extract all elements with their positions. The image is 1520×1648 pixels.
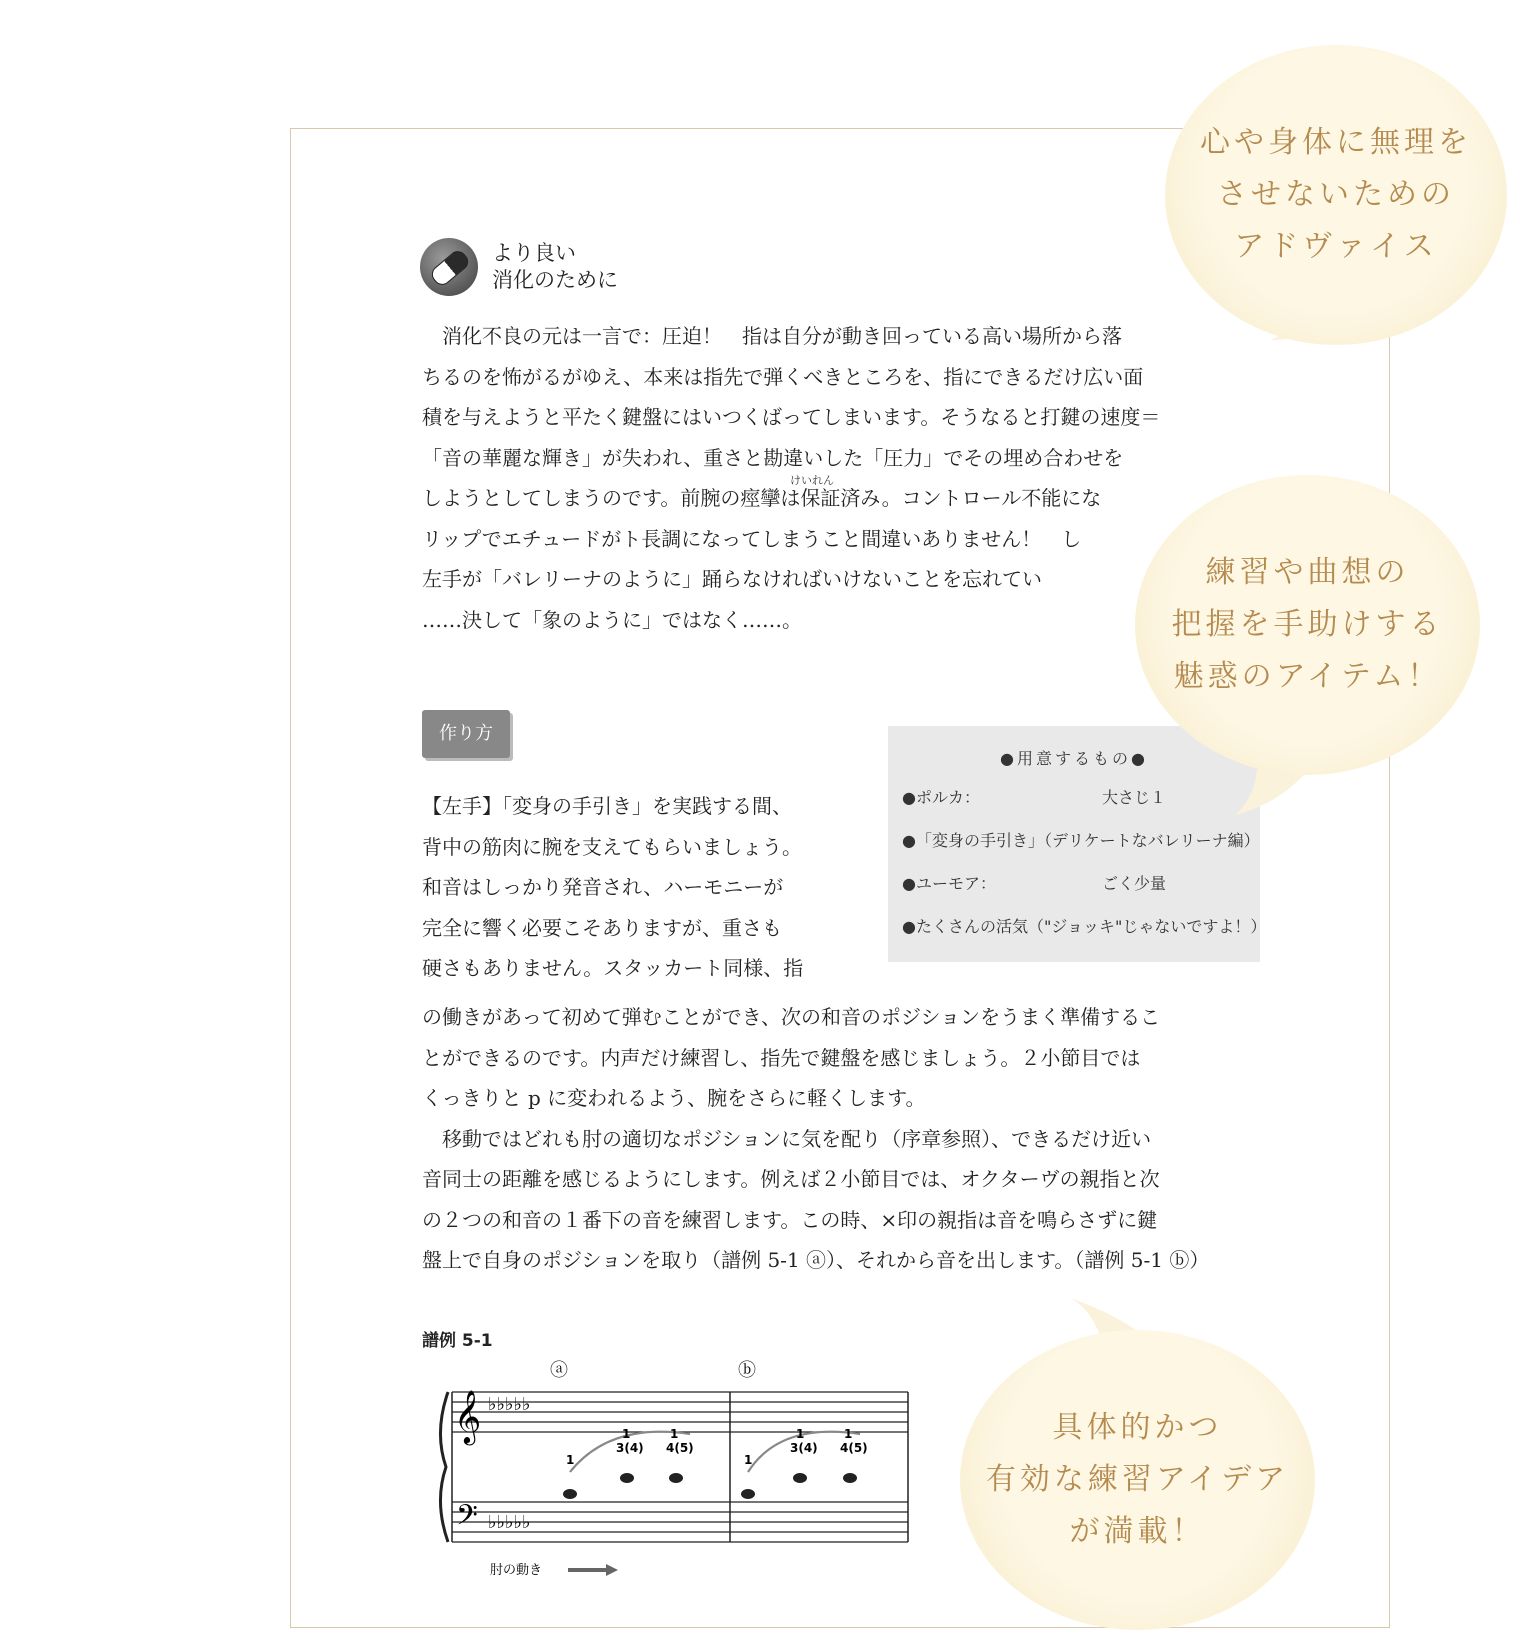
method-line: とができるのです。内声だけ練習し、指先で鍵盤を感じましょう。２小節目では — [422, 1045, 1141, 1070]
intro-line: ちるのを怖がるがゆえ、本来は指先で弾くべきところを、指にできるだけ広い面 — [422, 364, 1144, 389]
feature-bubble-items — [1135, 475, 1480, 775]
svg-text:1: 1 — [566, 1453, 575, 1467]
ingredient-row — [902, 828, 1260, 851]
method-line: 音同士の距離を感じるようにします。例えば２小節目では、オクターヴの親指と次 — [422, 1167, 1160, 1191]
intro-line: 消化不良の元は一言で：圧迫！ 指は自分が動き回っている高い場所から落 — [442, 324, 1122, 348]
brace — [440, 1392, 448, 1542]
svg-text:1: 1 — [796, 1427, 805, 1441]
ingredients-box — [888, 726, 1267, 962]
bubble-line: アドヴァイス — [1234, 229, 1438, 264]
method-left-paragraph — [422, 786, 854, 989]
method-line: 完全に響く必要こそありますが、重さも — [422, 915, 782, 940]
ingredient-row — [902, 914, 1267, 937]
intro-line: リップでエチュードがト長調になってしまうこと間違いありません！ し — [422, 526, 1082, 551]
section-title-line2: 消化のために — [492, 268, 618, 292]
bubble-line: 練習や曲想の — [1205, 555, 1410, 590]
method-full-paragraph — [422, 997, 1267, 1281]
ingredient-row — [902, 785, 1246, 808]
bubble-line: 心や身体に無理を — [1200, 125, 1472, 160]
svg-text:1: 1 — [844, 1427, 853, 1441]
section-heading — [420, 238, 618, 296]
method-tag: 作り方 — [422, 710, 510, 758]
bass-clef: 𝄢 — [456, 1499, 478, 1539]
svg-text:4(5): 4(5) — [840, 1441, 868, 1455]
intro-line: 積を与えようと平たく鍵盤にはいつくばってしまいます。そうなると打鍵の速度＝ — [422, 405, 1161, 429]
elbow-arrowhead — [606, 1564, 618, 1576]
method-line: 盤上で自身のポジションを取り（譜例 5-1 ⓐ）、それから音を出します。（譜例 5-1 ⓑ） — [422, 1248, 1210, 1272]
ruby-text: けいれん — [790, 474, 834, 487]
svg-text:♭♭♭♭♭: ♭♭♭♭♭ — [488, 1394, 531, 1415]
method-line: くっきりと p に変われるよう、腕をさらに軽くします。 — [422, 1086, 926, 1110]
score-caption: 譜例 5-1 — [422, 1331, 493, 1351]
bubble-line: が満載！ — [1069, 1514, 1206, 1549]
method-line: 和音はしっかり発音され、ハーモニーが — [422, 875, 784, 899]
svg-text:1: 1 — [670, 1427, 679, 1441]
section-title-line1: より良い — [492, 241, 576, 265]
intro-line: 「音の華麗な輝き」が失われ、重さと勘違いした「圧力」でその埋め合わせを — [422, 445, 1124, 470]
key-signature — [488, 1394, 530, 1533]
ingredients-title: ●用意するもの● — [1000, 749, 1148, 768]
bubble-line: 把握を手助けする — [1171, 607, 1444, 642]
mark-a: ⓐ — [550, 1360, 568, 1381]
intro-line: ……決して「象のように」ではなく……。 — [422, 607, 802, 632]
mark-b: ⓑ — [738, 1360, 756, 1381]
ingredient-name: ●ポルカ： — [902, 788, 980, 807]
svg-text:♭♭♭♭♭: ♭♭♭♭♭ — [488, 1512, 531, 1533]
ingredient-name: ●たくさんの活気（"ジョッキ"じゃないですよ！） — [902, 917, 1267, 936]
feature-bubble-advice — [1165, 45, 1507, 345]
svg-text:3(4): 3(4) — [790, 1441, 818, 1455]
bubble-line: 魅惑のアイテム！ — [1173, 659, 1442, 694]
elbow-label: 肘の動き — [490, 1563, 543, 1578]
method-line: 【左手】「変身の手引き」を実践する間、 — [422, 794, 792, 818]
music-score — [430, 1352, 930, 1582]
method-line: の２つの和音の１番下の音を練習します。この時、×印の親指は音を鳴らさずに鍵 — [422, 1207, 1158, 1232]
bubble-line: 具体的かつ — [1052, 1410, 1223, 1445]
method-line: 移動ではどれも肘の適切なポジションに気を配り（序章参照）、できるだけ近い — [442, 1126, 1152, 1151]
svg-text:4(5): 4(5) — [666, 1441, 694, 1455]
method-line: の働きがあって初めて弾むことができ、次の和音のポジションをうまく準備するこ — [422, 1005, 1161, 1029]
ingredient-amount: 大さじ１ — [1102, 788, 1167, 807]
feature-bubble-ideas — [960, 1330, 1315, 1630]
ingredient-amount: ごく少量 — [1102, 874, 1167, 893]
pill-icon — [420, 238, 478, 296]
method-line: 硬さもありません。スタッカート同様、指 — [422, 956, 804, 980]
bubble-line: させないための — [1217, 177, 1455, 212]
intro-line: しようとしてしまうのです。前腕の痙攣は保証済み。コントロール不能にな — [422, 486, 1102, 510]
ingredient-name: ●ユーモア： — [902, 874, 996, 893]
ingredient-name: ●「変身の手引き」（デリケートなバレリーナ編） — [902, 831, 1260, 850]
svg-text:1: 1 — [622, 1427, 631, 1441]
ingredient-row — [902, 871, 1246, 894]
notes — [563, 1473, 857, 1499]
treble-clef: 𝄞 — [454, 1389, 482, 1443]
svg-text:3(4): 3(4) — [616, 1441, 644, 1455]
bubble-line: 有効な練習アイデア — [985, 1462, 1290, 1497]
svg-text:1: 1 — [744, 1453, 753, 1467]
intro-line: 左手が「バレリーナのように」踊らなければいけないことを忘れてい — [422, 567, 1042, 591]
method-line: 背中の筋肉に腕を支えてもらいましょう。 — [422, 834, 802, 859]
